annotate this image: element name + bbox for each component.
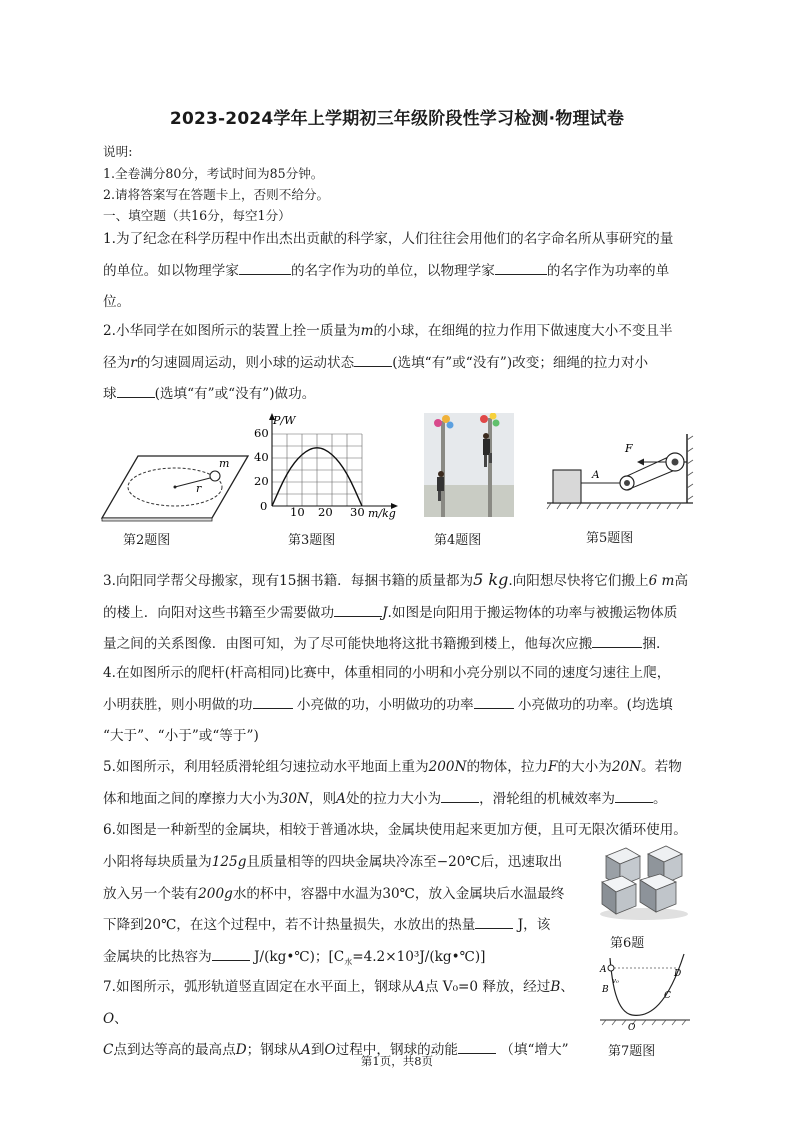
fig2-r-label: r — [196, 482, 202, 495]
question-1 — [103, 224, 695, 319]
fig7-O-label: O — [628, 1023, 636, 1033]
fig2-m-label: m — [219, 457, 230, 470]
q7-line-b: C点到达等高的最高点D；钢球从A到O过程中，钢球的动能 （填“增大” — [103, 1042, 569, 1058]
answer-blank[interactable] — [592, 634, 642, 648]
fig7-v0-label: v₀ — [612, 977, 619, 985]
question-2 — [103, 316, 695, 411]
answer-blank[interactable] — [239, 261, 291, 275]
q3-line-c: 量之间的关系图像．由图可知，为了尽可能快地将这批书籍搬到楼上，他每次应搬 捆. — [103, 636, 661, 652]
question-6-cont — [103, 847, 573, 978]
answer-blank[interactable] — [475, 915, 513, 929]
chart-ytick: 60 — [254, 426, 269, 440]
question-3 — [103, 564, 695, 661]
q4-line-b: 小明获胜，则小明做的功 小亮做的功，小明做功的功率 小亮做功的功率。(均选填 — [103, 696, 673, 713]
answer-blank[interactable] — [253, 695, 293, 709]
q6-line-b: 小阳将每块质量为125g且质量相等的四块金属块冷冻至−20℃后，迅速取出 — [103, 854, 563, 870]
answer-blank[interactable] — [334, 603, 382, 617]
answer-blank[interactable] — [212, 947, 250, 961]
chart-xtick: 30 — [350, 505, 365, 519]
chart-ytick: 20 — [254, 474, 269, 488]
chart-xtick: 10 — [290, 505, 305, 519]
answer-blank[interactable] — [458, 1040, 496, 1054]
answer-blank[interactable] — [495, 261, 547, 275]
q3-line-a: 3.向阳同学帮父母搬家，现有15捆书籍．每捆书籍的质量都为5 kg.向阳想尽快将它们搬上6 m高 — [103, 570, 689, 589]
figure-5-pulley-system — [545, 430, 695, 510]
answer-blank[interactable] — [354, 353, 392, 367]
figure-2-plate — [100, 452, 250, 522]
exam-title: 2023-2024学年上学期初三年级阶段性学习检测·物理试卷 — [169, 109, 625, 129]
q7-line-a: 7.如图所示，弧形轨道竖直固定在水平面上，钢球从A点 V₀=0 释放，经过B、O、 — [103, 979, 574, 1027]
q6-line-e: 金属块的比热容为 J/(kg•℃)；$[C_水=4.2\times 10^3J/(kg•℃)]$ — [103, 948, 486, 967]
answer-blank[interactable] — [441, 789, 479, 803]
q6-line-d: 下降到20℃，在这个过程中，若不计热量损失，水放出的热量 J，该 — [103, 917, 551, 933]
fig7-C-label: C — [664, 991, 671, 1001]
q1-line-a: 1.为了纪念在科学历程中作出杰出贡献的科学家，人们往往会用他们的名字命名所从事研究的量 — [103, 231, 674, 247]
q4-line-c: “大于”、“小于”或“等于”) — [103, 728, 259, 744]
chart-grid — [272, 434, 362, 506]
notes-header: 说明: — [103, 144, 133, 159]
figure-4-pole-climbing-photo — [424, 413, 514, 517]
q2-line-b: 径为r的匀速圆周运动，则小球的运动状态 (选填“有”或“没有”)改变；细绳的拉力对小 — [103, 354, 649, 371]
figure-6-metal-cubes — [596, 842, 692, 922]
caption-fig-4: 第4题图 — [434, 533, 482, 548]
figure-3-power-mass-chart — [250, 410, 400, 525]
chart-axes — [269, 413, 398, 509]
q2-line-c: 球 (选填“有”或“没有”)做功。 — [103, 386, 316, 402]
q1-line-c: 位。 — [103, 294, 131, 310]
section-heading: 一、填空题（共16分，每空1分） — [103, 208, 291, 223]
fig5-A-label: A — [592, 469, 600, 481]
answer-blank[interactable] — [615, 789, 653, 803]
answer-blank[interactable] — [474, 695, 514, 709]
chart-ytick: 0 — [260, 499, 268, 513]
note-item-2: 2.请将答案写在答题卡上，否则不给分。 — [103, 187, 330, 202]
chart-xtick: 20 — [318, 505, 333, 519]
page-footer: 第1页，共8页 — [360, 1054, 434, 1068]
fig7-B-label: B — [602, 985, 609, 995]
caption-fig-3: 第3题图 — [288, 533, 336, 548]
q4-line-a: 4.在如图所示的爬杆(杆高相同)比赛中，体重相同的小明和小亮分别以不同的速度匀速往上爬， — [103, 665, 671, 681]
q6-line-a: 6.如图是一种新型的金属块，相较于普通冰块，金属块使用起来更加方便，且可无限次循环使用。 — [103, 822, 687, 838]
fig5-F-label: F — [625, 442, 633, 455]
caption-fig-7: 第7题图 — [608, 1044, 656, 1059]
q3-line-b: 的楼上．向阳对这些书籍至少需要做功 J.如图是向阳用于搬运物体的功率与被搬运物体质 — [103, 604, 678, 621]
question-4 — [103, 658, 695, 753]
chart-xlabel: m/kg — [368, 507, 396, 520]
q6-line-c: 放入另一个装有200g水的杯中，容器中水温为30℃，放入金属块后水温最终 — [103, 885, 565, 902]
q2-line-a: 2.小华同学在如图所示的装置上拴一质量为m的小球，在细绳的拉力作用下做速度大小不变且半 — [103, 323, 673, 339]
question-5 — [103, 752, 695, 815]
fig7-A-label: A — [600, 965, 607, 975]
chart-ytick: 40 — [254, 450, 269, 464]
fig7-D-label: D — [674, 969, 682, 979]
figure-7-arc-track — [596, 952, 692, 1036]
caption-fig-5: 第5题图 — [586, 531, 634, 546]
q5-line-a: 5.如图所示，利用轻质滑轮组匀速拉动水平地面上重为200N的物体，拉力F的大小为20N。若物 — [103, 759, 682, 775]
q1-line-b: 的单位。如以物理学家 的名字作为功的单位，以物理学家 的名字作为功率的单 — [103, 262, 670, 279]
answer-blank[interactable] — [117, 384, 155, 398]
chart-ylabel: P/W — [273, 414, 296, 427]
caption-fig-6: 第6题 — [610, 936, 645, 951]
note-item-1: 1.全卷满分80分，考试时间为85分钟。 — [103, 166, 324, 181]
caption-fig-2: 第2题图 — [123, 533, 171, 548]
q5-line-b: 体和地面之间的摩擦力大小为30N，则A处的拉力大小为 ，滑轮组的机械效率为 。 — [103, 790, 667, 807]
